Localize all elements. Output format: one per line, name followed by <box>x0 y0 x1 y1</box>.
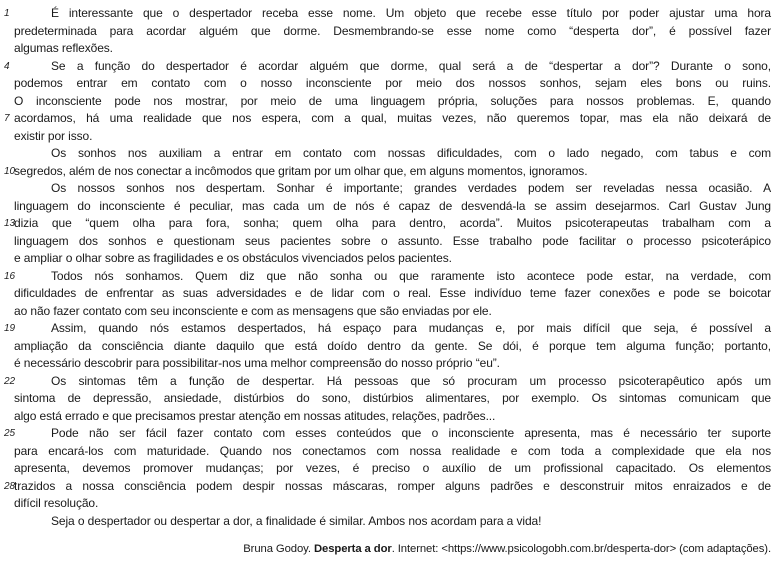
text-line: É interessante que o despertador receba esse nome. Um objeto que recebe esse título por poder ajustar uma hora <box>51 6 771 20</box>
text-line: e ampliar o olhar sobre as fragilidades e os obstáculos vivenciados pelos pacientes. <box>14 251 452 265</box>
text-line: acordamos, há uma realidade que nos espera, com a qual, muitas vezes, não queremos topar, mas ela não deixará de <box>14 111 771 125</box>
line-number: 7 <box>4 113 10 124</box>
text-line: difícil resolução. <box>14 496 99 510</box>
text-line: sintoma de depressão, ansiedade, distúrbios do sono, distúrbios alimentares, por exemplo. Os sintomas comunicam que <box>14 391 771 405</box>
source-title: Desperta a dor <box>313 543 392 555</box>
text-line-row <box>0 425 776 443</box>
line-number: 28 <box>4 480 16 492</box>
text-line: O inconsciente pode nos mostrar, por meio de uma linguagem própria, soluções para nossos problemas. E, quando <box>14 93 771 108</box>
line-number: 16 <box>4 270 16 282</box>
text-line: Os sintomas têm a função de despertar. Há pessoas que só procuram um processo psicoterapêutico após um <box>51 373 771 388</box>
text-line-row <box>0 93 776 111</box>
text-line: para encará-los com maturidade. Quando nos conectamos com nossa realidade e com toda a complexidade que ela nos <box>14 443 771 458</box>
text-line: linguagem dos sonhos e questionam seus pacientes sobre o assunto. Esse trabalho pode facilitar o processo psicoterápico <box>14 233 771 248</box>
text-line-row <box>0 23 776 41</box>
text-line: dizia que “quem olha para fora, sonha; quem olha para dentro, acorda”. Muitos psicoterapeutas trabalham com a <box>14 216 771 230</box>
text-line-row <box>0 478 776 496</box>
text-line-row <box>0 163 776 181</box>
text-line: Assim, quando nós estamos despertados, há espaço para mudanças e, por mais difícil que seja, é possível a <box>51 321 771 335</box>
text-line: Os sonhos nos auxiliam a entrar em contato com nossas dificuldades, com o lado negado, com tabus e com <box>51 146 771 160</box>
line-number: 25 <box>4 428 16 439</box>
text-line: predeterminada para acordar alguém que dorme. Desmembrando-se esse nome como “desperta dor”, é possível fazer <box>14 23 771 38</box>
text-line-row <box>0 495 776 513</box>
text-line-row <box>0 110 776 128</box>
text-line-row <box>0 268 776 286</box>
text-line-row <box>0 513 776 531</box>
text-line-row <box>0 443 776 461</box>
text-line: Se a função do despertador é acordar alguém que dorme, qual será a de “despertar a dor”? Durante o sono, <box>51 58 771 73</box>
text-line-row <box>0 355 776 373</box>
text-line-row <box>0 145 776 163</box>
text-line-row <box>0 373 776 391</box>
text-line: existir por isso. <box>14 128 93 143</box>
text-line-row <box>0 5 776 23</box>
text-line-row <box>0 320 776 338</box>
text-line: Seja o despertador ou despertar a dor, a finalidade é similar. Ambos nos acordam para a vida! <box>51 513 542 528</box>
source-reference: . Internet: <https://www.psicologobh.com.br/desperta-dor> (com adaptações). <box>391 543 771 555</box>
line-number: 19 <box>4 323 16 334</box>
source-citation <box>0 543 771 555</box>
text-line: linguagem do inconsciente é peculiar, mas cada um de nós é capaz de desvendá-la se assim desejarmos. Carl Gustav Jung <box>14 198 771 213</box>
text-line-row <box>0 233 776 251</box>
text-line-row <box>0 40 776 58</box>
text-line: Os nossos sonhos nos despertam. Sonhar é importante; grandes verdades podem ser reveladas nessa ocasião. A <box>51 181 771 195</box>
text-line: ao não fazer contato com seu inconsciente e com as mensagens que são enviadas por ele. <box>14 303 492 318</box>
text-line: segredos, além de nos conectar a incômodos que gritam por um olhar que, em alguns momentos, ignoramos. <box>14 163 588 178</box>
text-line: algumas reflexões. <box>14 41 113 55</box>
text-line-row <box>0 390 776 408</box>
text-line-row <box>0 198 776 216</box>
text-line: Pode não ser fácil fazer contato com esses conteúdos que o inconsciente apresenta, mas é necessário ter suporte <box>51 426 771 440</box>
line-number: 13 <box>4 218 16 229</box>
text-line-row <box>0 303 776 321</box>
text-line-row <box>0 58 776 76</box>
text-line-row <box>0 180 776 198</box>
text-line-row <box>0 460 776 478</box>
text-line: Todos nós sonhamos. Quem diz que não sonha ou que raramente isto acontece pode estar, na verdade, com <box>51 268 771 283</box>
text-body <box>0 5 776 530</box>
line-number: 10 <box>4 165 16 177</box>
text-line: algo está errado e que precisamos prestar atenção em nossas atitudes, relações, padrões... <box>14 408 496 423</box>
line-number: 4 <box>4 60 10 72</box>
text-line: ampliação da consciência diante daquilo que está doído dentro da gente. Se dói, é porque tem alguma função; portanto, <box>14 338 771 353</box>
text-line-row <box>0 75 776 93</box>
text-line: podemos entrar em contato com o nosso inconsciente por meio dos nossos sonhos, sejam eles bons ou ruins. <box>14 76 771 90</box>
line-number: 22 <box>4 375 16 387</box>
source-author: Bruna Godoy. <box>243 543 314 555</box>
text-line-row <box>0 250 776 268</box>
text-line-row <box>0 408 776 426</box>
text-line: é necessário descobrir para possibilitar-nos uma melhor compreensão do nosso próprio “eu”. <box>14 356 500 370</box>
text-line: dificuldades de enfrentar as suas adversidades e de lidar com o real. Esse indivíduo teme fazer conexões e pode se boicotar <box>14 286 771 300</box>
text-line-row <box>0 215 776 233</box>
text-line: trazidos a nossa consciência podem despir nossas máscaras, romper alguns padrões e desconstruir mitos enraizados e de <box>14 478 771 493</box>
text-line-row <box>0 128 776 146</box>
text-line: apresenta, devemos promover mudanças; por vezes, é preciso o auxílio de um profissional capacitado. Os elementos <box>14 461 771 475</box>
line-number: 1 <box>4 8 10 19</box>
text-line-row <box>0 338 776 356</box>
text-line-row <box>0 285 776 303</box>
